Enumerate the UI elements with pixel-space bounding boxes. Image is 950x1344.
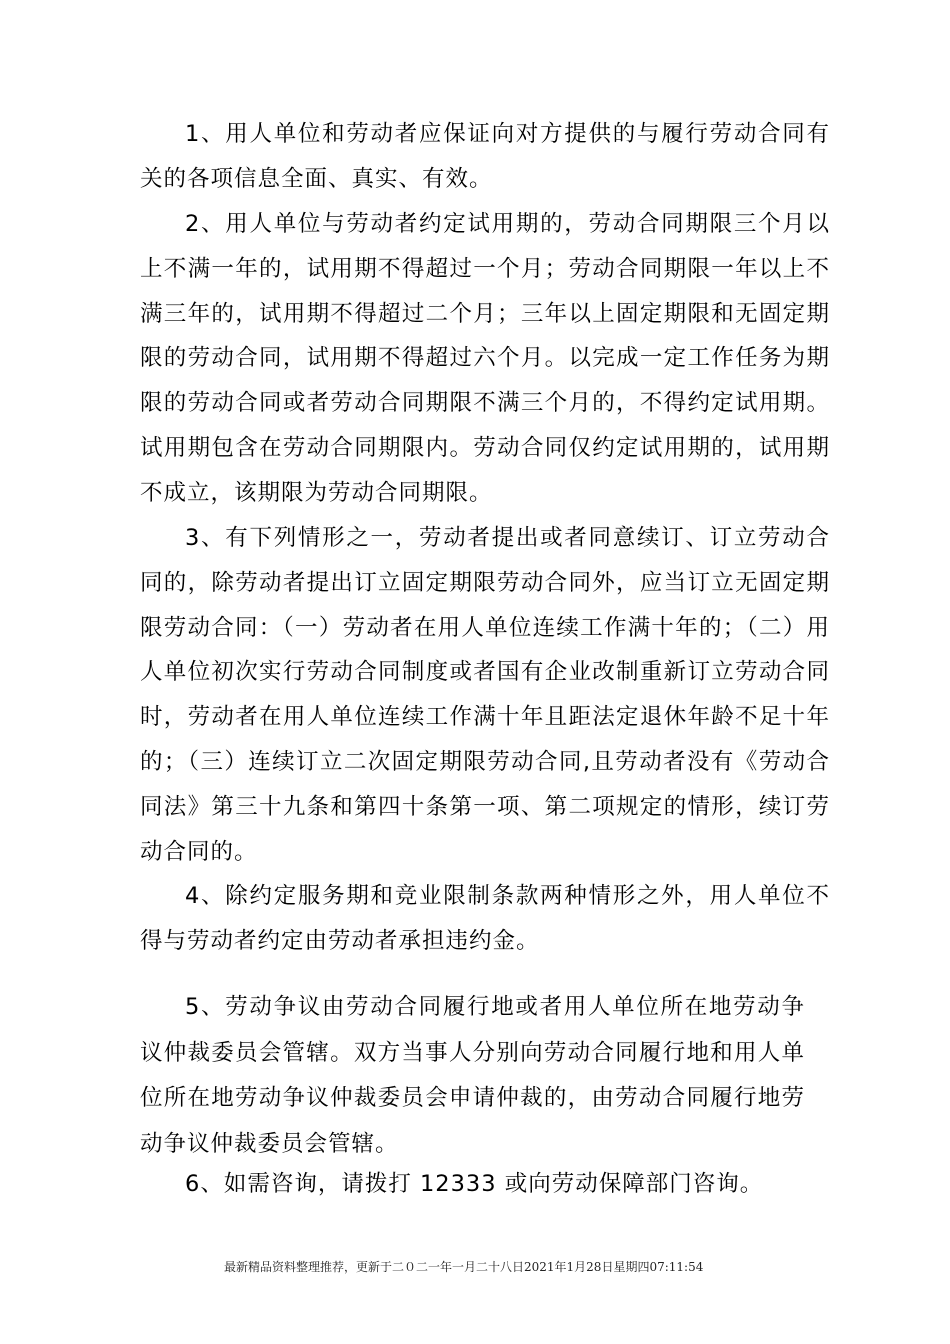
paragraph-6: 6、如需咨询，请拨打 12333 或向劳动保障部门咨询。 (185, 1171, 764, 1197)
paragraph-2: 2、用人单位与劳动者约定试用期的，劳动合同期限三个月以上不满一年的，试用期不得超过一个月；劳动合同期限一年以上不满三年的，试用期不得超过二个月；三年以上固定期限和无固定期限的劳动合同，试用期不得超过六个月。以完成一定工作任务为期限的劳动合同或者劳动合同期限不满三个月的，不得约定试用期。试用期包含在劳动合同期限内。劳动合同仅约定试用期的，试用期不成立，该期限为劳动合同期限。 (140, 211, 830, 506)
page-footer: 最新精品资料整理推荐，更新于二０二一年一月二十八日2021年1月28日星期四07:11:54 (224, 1260, 704, 1274)
paragraph-5: 5、劳动争议由劳动合同履行地或者用人单位所在地劳动争议仲裁委员会管辖。双方当事人分别向劳动合同履行地和用人单位所在地劳动争议仲裁委员会申请仲裁的，由劳动合同履行地劳动争议仲裁委员会管辖。 (140, 994, 805, 1157)
paragraph-4: 4、除约定服务期和竞业限制条款两种情形之外，用人单位不得与劳动者约定由劳动者承担违约金。 (140, 883, 830, 954)
paragraph-1: 1、用人单位和劳动者应保证向对方提供的与履行劳动合同有关的各项信息全面、真实、有效。 (140, 121, 830, 192)
paragraph-3: 3、有下列情形之一，劳动者提出或者同意续订、订立劳动合同的，除劳动者提出订立固定期限劳动合同外，应当订立无固定期限劳动合同：（一）劳动者在用人单位连续工作满十年的；（二）用人单位初次实行劳动合同制度或者国有企业改制重新订立劳动合同时，劳动者在用人单位连续工作满十年且距法定退休年龄不足十年的；（三）连续订立二次固定期限劳动合同,且劳动者没有《劳动合同法》第三十九条和第四十条第一项、第二项规定的情形，续订劳动合同的。 (140, 525, 830, 865)
